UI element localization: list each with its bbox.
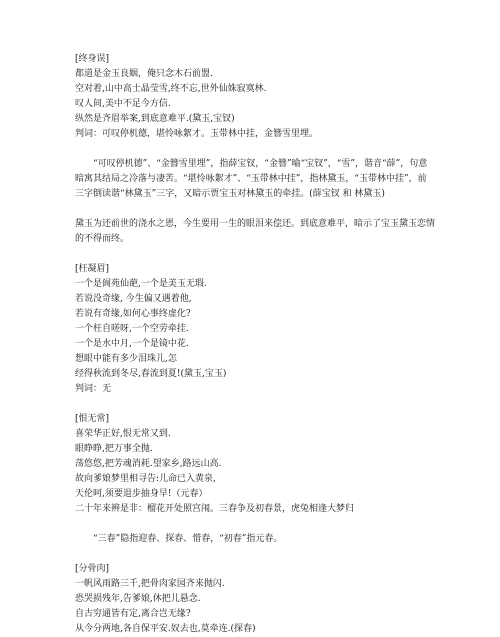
lyric-line: 荡悠悠,把芳魂消耗.望家乡,路远山高.: [75, 459, 222, 469]
commentary-paragraph: 黛玉为还前世的浇水之恩，今生要用一生的眼泪来偿还。到底意难平，暗示了宝玉黛玉恋情的不得而终。: [75, 219, 436, 244]
lyric-line: 一个枉自嗟呀,一个空劳牵挂.: [75, 324, 189, 334]
lyric-line: 天伦呵,须要退步抽身早!（元春）: [75, 489, 208, 499]
lyric-line: 从今分两地,各自保平安.奴去也,莫牵连.(探春): [75, 624, 256, 634]
section-title: [分骨肉]: [75, 564, 110, 574]
lyric-line: 叹人间,美中不足今方信.: [75, 99, 171, 109]
lyric-line: 一个是阆苑仙葩,一个是美玉无瑕.: [75, 279, 207, 289]
verdict-line: 判词：可叹停机德，堪怜咏絮才。玉带林中挂，金簪雪里埋。: [75, 129, 319, 139]
section-title: [终身误]: [75, 54, 110, 64]
lyric-line: 若说有奇缘,如何心事终虚化?: [75, 309, 191, 319]
lyric-line: 恐哭损残年,告爹娘,休把儿悬念.: [75, 594, 201, 604]
lyric-line: 纵然是齐眉举案,到底意难平.(黛玉,宝钗): [75, 114, 235, 124]
lyric-line: 空对着,山中高士晶莹雪,终不忘,世外仙姝寂寞林.: [75, 84, 267, 94]
lyric-line: 若说没奇缘, 今生偏又遇着他,: [75, 294, 192, 304]
document-page: [75, 52, 435, 637]
lyric-line: 自古穷通皆有定,离合岂无缘?: [75, 609, 191, 619]
lyric-line: 眼睁睁,把万事全抛.: [75, 444, 153, 454]
lyric-line: 都道是金玉良姻，俺只念木石前盟.: [75, 69, 213, 79]
commentary-paragraph: “三春”隐指迎春、探春、惜春，“初春”指元春。: [93, 534, 283, 544]
section-title: [恨无常]: [75, 414, 110, 424]
lyric-line: 经得秋流到冬尽,春流到夏!(黛玉,宝玉): [75, 369, 227, 379]
lyric-line: 一个是水中月,一个是镜中花.: [75, 339, 189, 349]
lyric-line: 想眼中能有多少泪珠儿,怎: [75, 354, 177, 364]
verdict-line: 二十年来辨是非：榴花开处照宫闱。三春争及初春景，虎兔相逢大梦归: [75, 504, 355, 514]
lyric-line: 故向爹娘梦里相寻告:儿命已入黄泉,: [75, 474, 216, 484]
verdict-line: 判词：无: [75, 384, 112, 394]
commentary-paragraph: “可叹停机德”、“金簪雪里埋”，指薛宝钗，“金簪”喻“宝钗”，“雪”，谐音“薛”，句意暗寓其结局之冷落与凄苦。“堪怜咏絮才”、“玉带林中挂”，指林黛玉，“玉带林中挂”，前三字倒读谐“林黛玉”三字，又暗示贾宝玉对林黛玉的牵挂。(薛宝钗 和 林黛玉): [75, 159, 428, 199]
section-title: [枉凝眉]: [75, 264, 110, 274]
lyric-line: 一帆风雨路三千,把骨肉家园齐来抛闪.: [75, 579, 225, 589]
lyric-line: 喜荣华正好,恨无常又到.: [75, 429, 171, 439]
